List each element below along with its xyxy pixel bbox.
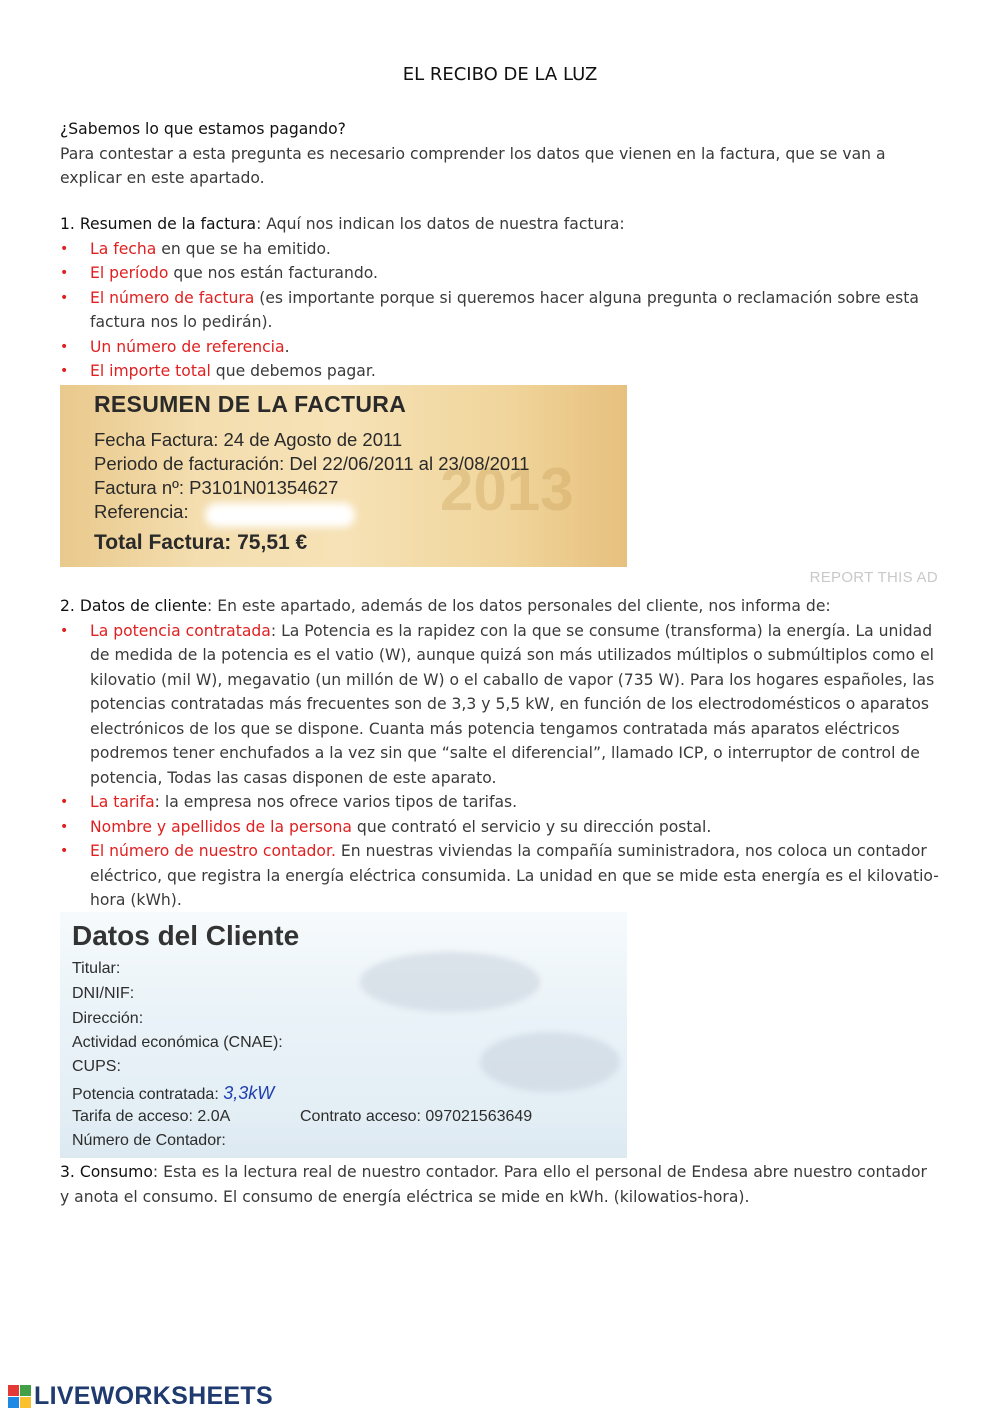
section-resumen-intro: : Aquí nos indican los datos de nuestra factura:	[256, 215, 625, 233]
report-ad-link[interactable]: REPORT THIS AD	[809, 569, 938, 586]
section-cliente	[60, 594, 940, 913]
list-item-highlight: La potencia contratada	[90, 621, 271, 640]
list-item-text: (es importante porque si queremos hacer alguna pregunta o reclamación sobre esta factura nos lo pedirán).	[90, 288, 919, 331]
page-title: EL RECIBO DE LA LUZ	[402, 64, 598, 85]
image-smudge	[360, 952, 540, 1012]
list-item-text: que debemos pagar.	[210, 362, 376, 380]
client-power	[72, 1083, 274, 1104]
list-item-text: : la empresa nos ofrece varios tipos de tarifas.	[154, 793, 518, 811]
client-meter: Número de Contador:	[72, 1132, 226, 1149]
client-titular: Titular:	[72, 960, 121, 977]
intro-block	[60, 117, 940, 191]
logo-icon	[8, 1385, 31, 1408]
section-resumen-heading	[60, 212, 940, 237]
logo-square	[8, 1397, 19, 1408]
section-resumen-title: 1. Resumen de la factura	[60, 215, 257, 233]
list-item-highlight: Un número de referencia	[90, 337, 285, 356]
list-item	[60, 359, 940, 384]
list-item	[60, 839, 940, 913]
liveworksheets-logo[interactable]	[8, 1381, 273, 1411]
list-item-text: En nuestras viviendas la compañía suministradora, nos coloca un contador eléctrico, que registra la energía eléctrica consumida. La unidad en que se mide esta energía es el kilovatio-hora (kWh).	[90, 842, 939, 909]
list-item	[60, 237, 940, 262]
list-item	[60, 815, 940, 840]
logo-square	[20, 1385, 31, 1396]
list-item	[60, 286, 940, 335]
section-consumo-text: : Esta es la lectura real de nuestro contador. Para ello el personal de Endesa abre nuestro contador y anota el consumo. El consumo de energía eléctrica se mide en kWh. (kilowatios-hora).	[60, 1163, 927, 1206]
section-cliente-heading	[60, 594, 940, 619]
invoice-period: Periodo de facturación: Del 22/06/2011 al 23/08/2011	[94, 453, 530, 474]
invoice-summary-image	[60, 385, 627, 567]
client-data-title: Datos del Cliente	[72, 920, 300, 951]
list-item-text: .	[284, 337, 290, 356]
client-cups: CUPS:	[72, 1058, 121, 1075]
section-cliente-title: 2. Datos de cliente	[60, 597, 208, 615]
section-consumo	[60, 1160, 940, 1209]
list-item-highlight: La fecha	[90, 239, 157, 258]
client-power-label: Potencia contratada:	[72, 1086, 219, 1103]
list-item	[60, 335, 940, 360]
list-item-highlight: El número de factura	[90, 288, 255, 307]
client-tariff: Tarifa de acceso: 2.0A	[72, 1108, 231, 1125]
client-contract: Contrato acceso: 097021563649	[300, 1108, 533, 1125]
list-item-text: : La Potencia es la rapidez con la que se consume (transforma) la energía. La unidad de medida de la potencia es el vatio (W), aunque quizá son más utilizados múltiplos o submúltiplos como el kilovatio (mil W), megavatio (un millón de W) o el caballo de vapor (735 W). Para los hogares españoles, las potencias contratadas más frecuentes son de 3,3 y 5,5 kW, en función de los electrodomésticos o aparatos electrónicos de los que se dispone. Cuanta más potencia tengamos contratada más aparatos eléctricos podremos tener enchufados a la vez sin que “salte el diferencial”, llamado ICP, o interruptor de control de potencia, Todas las casas disponen de este aparato.	[90, 621, 935, 787]
list-item-highlight: La tarifa	[90, 793, 155, 811]
intro-text: Para contestar a esta pregunta es necesario comprender los datos que vienen en la factura, que se van a explicar en este apartado.	[60, 144, 886, 187]
invoice-reference: Referencia:	[94, 501, 189, 522]
list-item-highlight: Nombre y apellidos de la persona	[90, 817, 352, 836]
invoice-date: Fecha Factura: 24 de Agosto de 2011	[94, 429, 403, 450]
list-item-text: que nos están facturando.	[168, 264, 378, 282]
logo-square	[20, 1397, 31, 1408]
client-power-value: 3,3kW	[223, 1083, 275, 1103]
logo-square	[8, 1385, 19, 1396]
client-activity: Actividad económica (CNAE):	[72, 1034, 283, 1051]
invoice-number: Factura nº: P3101N01354627	[94, 477, 339, 498]
client-data-image	[60, 912, 627, 1158]
section-resumen	[60, 212, 940, 384]
list-item-highlight: El período	[90, 264, 169, 282]
list-item	[60, 261, 940, 286]
list-item-text: en que se ha emitido.	[156, 239, 331, 258]
intro-question: ¿Sabemos lo que estamos pagando?	[60, 120, 346, 138]
image-smudge	[480, 1032, 620, 1092]
background-watermark: 2013	[440, 456, 574, 523]
list-item-highlight: El importe total	[90, 362, 211, 380]
invoice-total: Total Factura: 75,51 €	[94, 531, 308, 554]
client-dni: DNI/NIF:	[72, 985, 135, 1002]
list-item-highlight: El número de nuestro contador.	[90, 842, 336, 860]
invoice-summary-title: RESUMEN DE LA FACTURA	[94, 391, 407, 417]
section-cliente-intro: : En este apartado, además de los datos personales del cliente, nos informa de:	[207, 597, 831, 615]
section-consumo-title: 3. Consumo	[60, 1163, 153, 1181]
cliente-list	[60, 619, 940, 913]
list-item	[60, 790, 940, 815]
list-item-text: que contrató el servicio y su dirección postal.	[351, 817, 712, 836]
list-item	[60, 619, 940, 791]
redacted-reference	[205, 503, 355, 527]
logo-text: LIVEWORKSHEETS	[34, 1381, 273, 1410]
client-address: Dirección:	[72, 1010, 144, 1027]
resumen-list	[60, 237, 940, 384]
